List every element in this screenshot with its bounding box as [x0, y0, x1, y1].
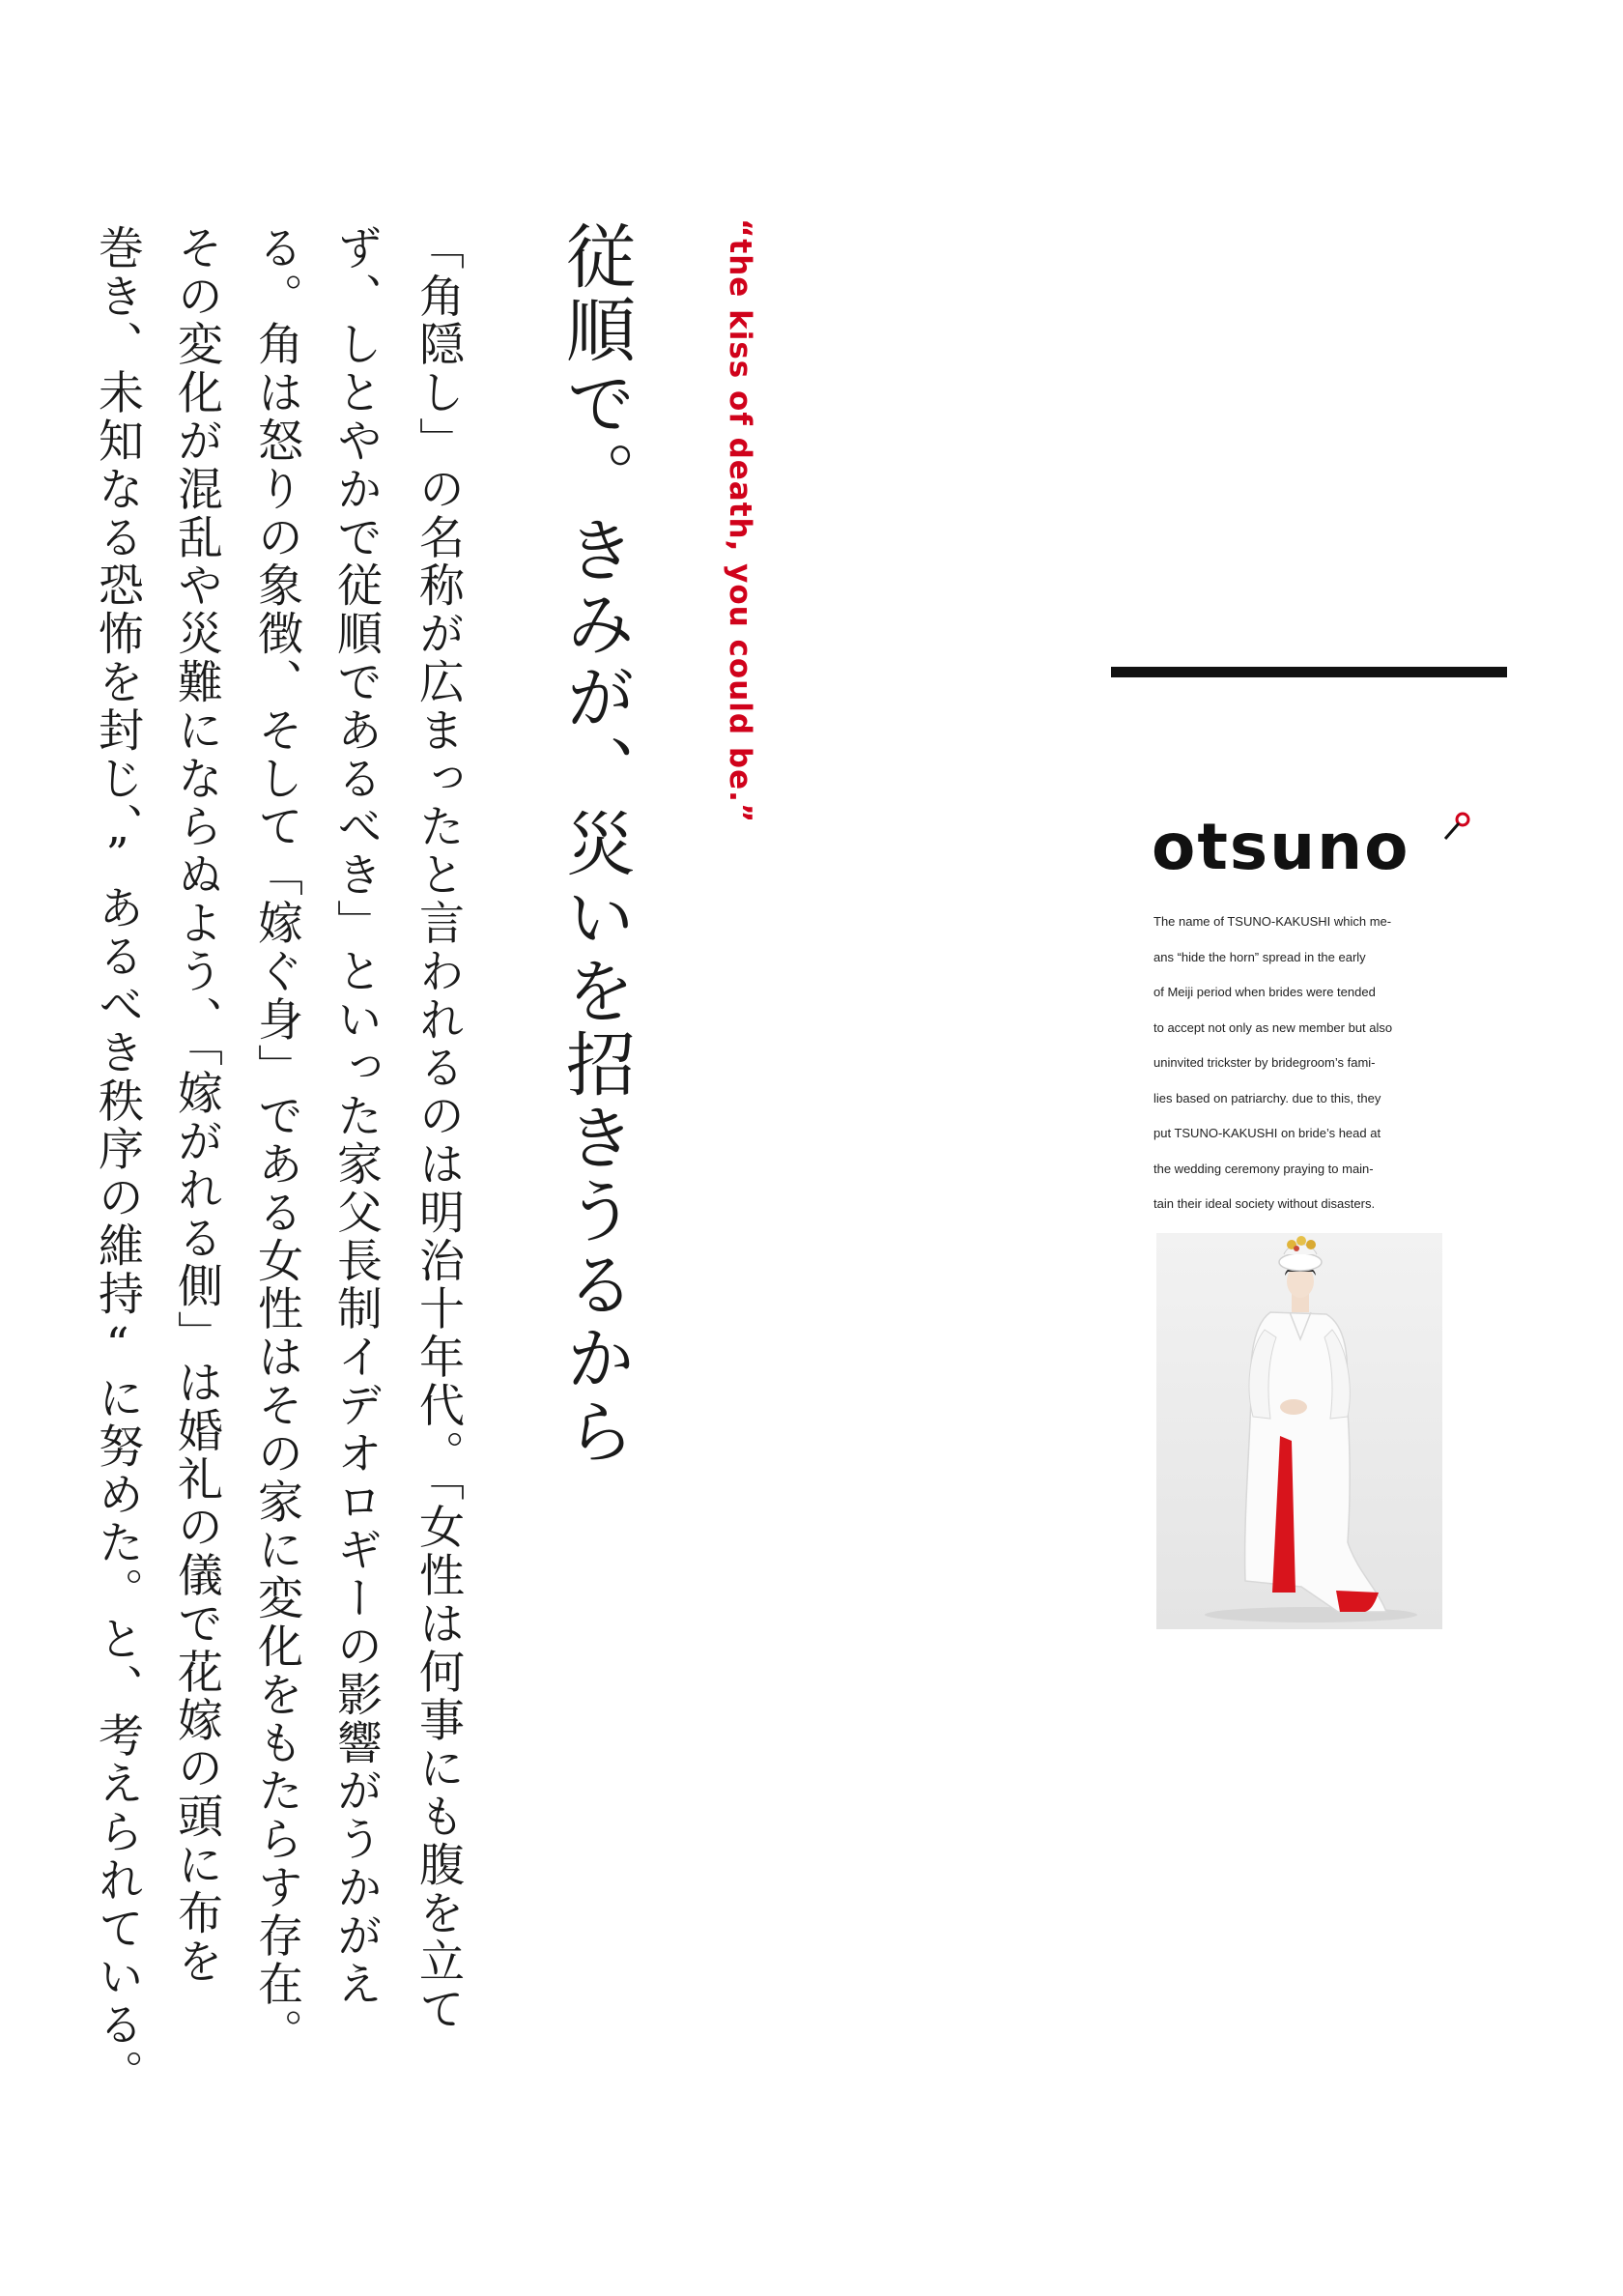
description-line: lies based on patriarchy. due to this, they [1153, 1090, 1381, 1105]
body-column-3: る。角は怒りの象徴、そして「嫁ぐ身」である女性はその家に変化をもたらす存在。 [250, 224, 303, 2057]
bride-photo [1156, 1233, 1442, 1629]
divider-rule [1111, 667, 1507, 677]
body-column-1: 「角隠し」の名称が広まったと言われるのは明治十年代。「女性は何事にも腹を立て [412, 224, 465, 2034]
body-column-5: 巻き、未知なる恐怖を封じ、”あるべき秩序の維持“に努めた。と、考えられている。 [91, 224, 144, 2098]
description-line: the wedding ceremony praying to main- [1153, 1161, 1374, 1176]
description [1153, 904, 1463, 1222]
headline: 従順で。きみが、災いを招きうるから [555, 220, 636, 1469]
description-line: tain their ideal society without disasters. [1153, 1196, 1376, 1211]
description-line: put TSUNO-KAKUSHI on bride’s head at [1153, 1126, 1381, 1140]
description-line: uninvited trickster by bridegroom’s fami- [1153, 1055, 1376, 1070]
brand-logo: otsuno [1152, 810, 1410, 884]
pin-icon [1438, 808, 1476, 847]
tagline: “the kiss of death, you could be.” [723, 218, 757, 824]
description-line: The name of TSUNO-KAKUSHI which me- [1153, 914, 1392, 929]
description-line: to accept not only as new member but also [1153, 1019, 1393, 1035]
description-line: ans “hide the horn” spread in the early [1153, 949, 1366, 964]
body-column-2: ず、しとやかで従順であるべき」といった家父長制イデオロギーの影響がうかがえ [329, 224, 383, 2009]
body-column-4: その変化が混乱や災難にならぬよう、「嫁がれる側」は婚礼の儀で花嫁の頭に布を [170, 224, 223, 1986]
description-line: of Meiji period when brides were tended [1153, 985, 1376, 999]
